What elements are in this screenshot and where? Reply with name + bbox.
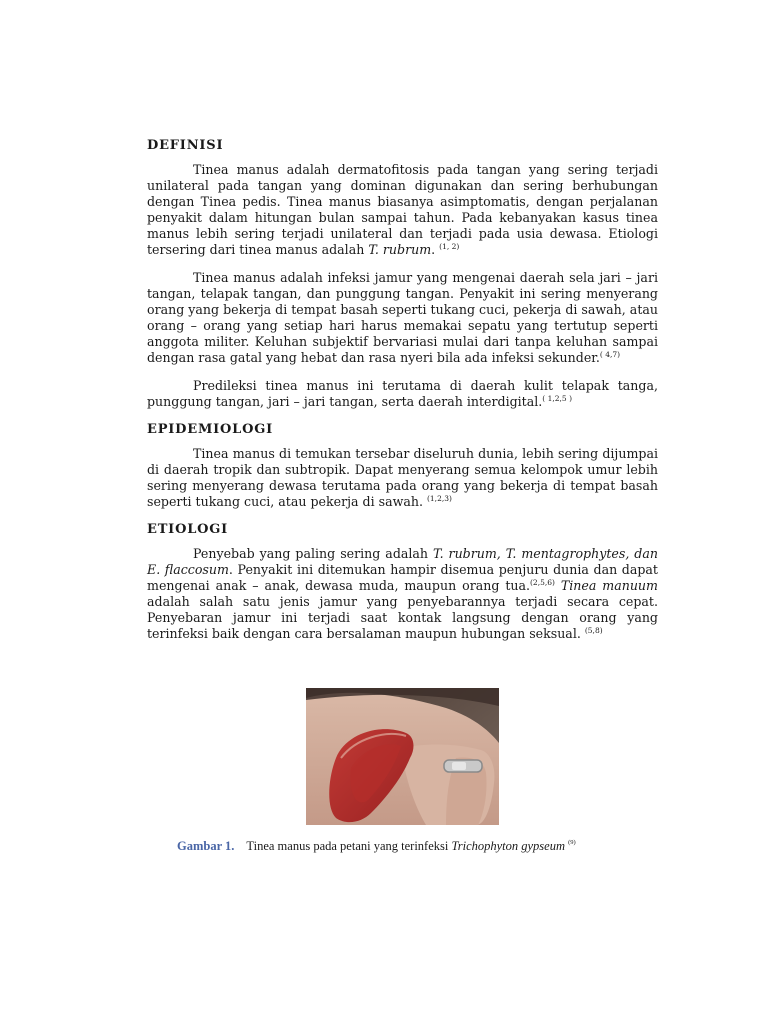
citation: (1, 2) [439,242,460,251]
definisi-paragraph-3: Predileksi tinea manus ini terutama di daerah kulit telapak tanga, punggung tangan, jari – jari tangan, serta daerah interdigital.$^{( 1,2,5 )}$ [147,378,658,409]
definisi-paragraph-2: Tinea manus adalah infeksi jamur yang mengenai daerah sela jari – jari tangan, telapak tangan, dan punggung tangan. Penyakit ini sering menyerang orang yang bekerja di tempat basah seperti tukang cuci, pekerja di sawah, atau orang – orang yang setiap hari harus memakai sepatu yang tertutup seperti anggota militer. Keluhan subjektif bervariasi mulai dari tanpa keluhan sampai dengan rasa gatal yang hebat dan rasa nyeri bila ada infeksi sekunder.$^{( 4,7)}$ [147,270,658,365]
caption-species: Trichophyton gypseum [451,839,566,853]
section-title-definisi: DEFINISI [147,138,224,153]
citation: (1,2,3) [426,494,452,503]
section-title-etiologi: ETIOLOGI [147,522,229,537]
citation: (2,5,6) [530,578,555,587]
section-title-epidemiologi: EPIDEMIOLOGI [147,422,273,437]
etiologi-paragraph-1: Penyebab yang paling sering adalah T. rubrum, T. mentagrophytes, dan E. flaccosum. Penyakit ini ditemukan hampir disemua penjuru dunia dan dapat mengenai anak – anak, dewasa muda, maupun orang tua.$^{(2,5,6)}$ Tinea manuum adalah salah satu jenis jamur yang penyebarannya terjadi secara cepat. Penyebaran jamur ini terjadi saat kontak langsung dengan orang yang terinfeksi baik dengan cara bersalaman maupun hubungan seksual. $^{(5,8)}$ [147,546,658,641]
citation: ( 4,7) [599,350,621,359]
document-body [147,130,658,654]
caption-label: Gambar 1. [177,839,235,853]
hand-photo-icon [306,688,499,825]
citation: ( 1,2,5 ) [542,394,573,403]
figure-caption [177,839,576,854]
citation: (9) [568,839,576,846]
citation: (5,8) [584,626,603,635]
caption-text: Tinea manus pada petani yang terinfeksi [246,839,452,853]
figure-hand-photo [306,688,499,825]
definisi-paragraph-1: Tinea manus adalah dermatofitosis pada tangan yang sering terjadi unilateral pada tangan yang dominan digunakan dan sering berhubungan dengan Tinea pedis. Tinea manus biasanya asimptomatis, dengan perjalanan penyakit dalam hitungan bulan sampai tahun. Pada kebanyakan kasus tinea manus lebih sering terjadi unilateral dan terjadi pada usia dewasa. Etiologi tersering dari tinea manus adalah T. rubrum. $^{(1, 2)}$ [147,162,658,257]
epidemiologi-paragraph-1: Tinea manus di temukan tersebar diseluruh dunia, lebih sering dijumpai di daerah tropik dan subtropik. Dapat menyerang semua kelompok umur lebih sering menyerang dewasa terutama pada orang yang bekerja di tempat basah seperti tukang cuci, atau pekerja di sawah. $^{(1,2,3)}$ [147,446,658,509]
